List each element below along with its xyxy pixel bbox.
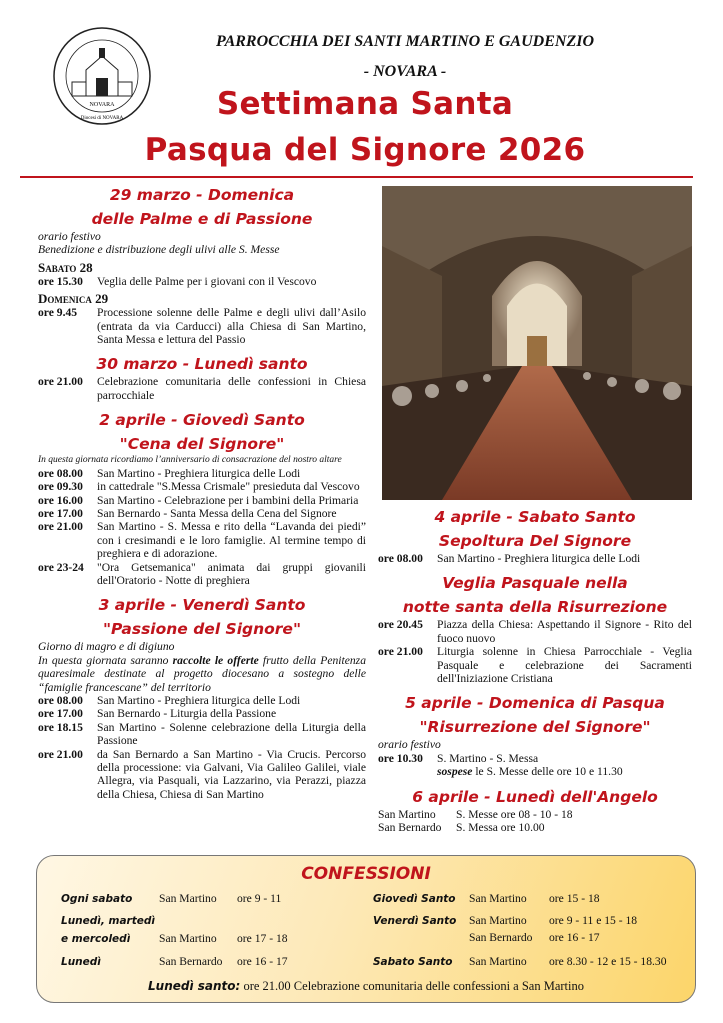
svg-text:NOVARA: NOVARA — [89, 102, 115, 108]
section-heading: "Cena del Signore" — [119, 435, 285, 454]
entry-text: Veglia delle Palme per i giovani con il Vescovo — [97, 274, 317, 288]
entry-time: ore 17.00 — [38, 506, 83, 520]
schedule-entry — [38, 275, 366, 288]
footer-label: Lunedì santo: — [148, 979, 241, 993]
entry-time: ore 23-24 — [38, 560, 84, 574]
section-note: orario festivo — [38, 230, 101, 243]
confession-day: Ogni sabato — [61, 893, 133, 905]
entry-text: Processione solenne delle Palme e degli ulivi dall’Asilo (entrata da via Carducci) alla Chiesa di San Martino, Santa Messa e lettura del Passio — [97, 306, 366, 347]
schedule-section — [38, 587, 366, 801]
entry-time: ore 16.00 — [38, 493, 83, 507]
section-gap — [38, 402, 366, 407]
section-heading: notte santa della Risurrezione — [402, 598, 668, 617]
schedule-entry — [38, 494, 366, 507]
section-heading: 29 marzo - Domenica — [109, 186, 295, 204]
entry-time: ore 10.30 — [378, 751, 423, 765]
schedule-entry — [38, 520, 366, 560]
schedule-entry — [38, 721, 366, 748]
place-text: S. Messe ore 08 - 10 - 18 — [456, 807, 573, 821]
entry-text: San Martino - S. Messa e rito della “Lavanda dei piedi” con i cresimandi e le loro famiglie. Al termine tempo di preghiera e di adorazione. — [97, 520, 366, 561]
confession-place: San Martino — [469, 955, 527, 968]
confession-day: Lunedì, martedì — [61, 915, 155, 927]
section-gap — [38, 587, 366, 592]
section-gap — [38, 346, 366, 351]
entry-text: "Ora Getsemanica" animata dai gruppi giovanili dell'Oratorio - Notte di preghiera — [97, 560, 366, 587]
confession-hours: ore 16 - 17 — [237, 955, 288, 968]
entry-time: ore 21.00 — [38, 747, 83, 761]
schedule-section — [38, 185, 366, 346]
confession-day: e mercoledì — [61, 933, 131, 945]
schedule-entry — [38, 306, 366, 346]
note-bold: raccolte le offerte — [172, 653, 259, 667]
confessions-box — [36, 855, 696, 1003]
church-interior-photo — [382, 186, 692, 500]
day-label: Domenica 29 — [38, 291, 109, 307]
section-heading: 6 aprile - Lunedì dell'Angelo — [412, 787, 658, 806]
section-heading: delle Palme e di Passione — [91, 210, 313, 228]
left-column — [38, 182, 366, 801]
entry-time: ore 20.45 — [378, 618, 423, 632]
title-line-1: Settimana Santa — [216, 86, 514, 122]
confession-day: Venerdì Santo — [373, 915, 457, 927]
schedule-entry — [38, 707, 366, 720]
suspended-text: le S. Messe delle ore 10 e 11.30 — [472, 765, 623, 779]
schedule-entry — [38, 561, 366, 588]
section-heading: Veglia Pasquale nella — [442, 574, 628, 593]
schedule-section — [38, 402, 366, 587]
entry-text: S. Martino - S. Messa — [437, 751, 539, 765]
entry-text: Liturgia solenne in Chiesa Parrocchiale - Veglia Pasquale e celebrazione dei Sacramenti dell'Iniziazione Cristiana — [437, 645, 692, 686]
schedule-entry — [38, 694, 366, 707]
schedule-entry — [38, 375, 366, 402]
confession-hours: ore 17 - 18 — [237, 932, 288, 945]
entry-text: San Bernardo - Santa Messa della Cena del Signore — [97, 506, 337, 520]
parish-name: PARROCCHIA DEI SANTI MARTINO E GAUDENZIO — [215, 33, 594, 50]
confession-hours: ore 15 - 18 — [549, 892, 600, 905]
schedule-entry — [38, 748, 366, 802]
confession-place: San Martino — [469, 914, 527, 927]
confession-place: San Martino — [469, 892, 527, 905]
entry-text: Celebrazione comunitaria delle confessioni in Chiesa parrocchiale — [97, 375, 366, 402]
confession-day: Giovedì Santo — [373, 893, 456, 905]
section-heading: 30 marzo - Lunedì santo — [96, 355, 308, 374]
entry-text: San Martino - Preghiera liturgica delle Lodi — [97, 466, 301, 480]
entry-text: in cattedrale "S.Messa Crismale" presieduta dal Vescovo — [97, 480, 360, 494]
section-heading: 3 aprile - Venerdì Santo — [98, 596, 306, 615]
title-line-2: Pasqua del Signore 2026 — [144, 132, 586, 168]
entry-text: da San Bernardo a San Martino - Via Crucis. Percorso della processione: via Galvani, Via Galileo Galilei, viale Allegra, via Pasquali, via Lazzarino, via Perazzi, piazza della Chiesa, Chiesa di San Martino — [97, 747, 366, 801]
entry-text: San Martino - Preghiera liturgica delle Lodi — [437, 552, 641, 565]
section-heading: 2 aprile - Giovedì Santo — [99, 411, 305, 430]
entry-time: ore 08.00 — [38, 466, 83, 480]
entry-time: ore 9.45 — [38, 306, 78, 320]
entry-time: ore 15.30 — [38, 274, 83, 288]
suspended-bold: sospese — [437, 765, 473, 779]
right-column — [378, 504, 692, 834]
entry-time: ore 21.00 — [38, 520, 83, 534]
confession-day: Sabato Santo — [373, 956, 453, 968]
place-entry — [378, 808, 692, 821]
confession-hours: ore 16 - 17 — [549, 931, 600, 944]
schedule-entry — [378, 645, 692, 685]
confession-hours: ore 9 - 11 — [237, 892, 282, 905]
schedule-section — [378, 507, 692, 565]
confession-place: San Bernardo — [159, 955, 223, 968]
section-note: Benedizione e distribuzione degli ulivi alle S. Messe — [38, 243, 280, 257]
schedule-entry — [38, 467, 366, 480]
section-heading: "Passione del Signore" — [102, 620, 302, 639]
schedule-section — [378, 779, 692, 835]
confession-hours: ore 9 - 11 e 15 - 18 — [549, 914, 638, 927]
section-gap — [378, 685, 692, 690]
day-label: Sabato 28 — [38, 259, 93, 275]
confession-place: San Martino — [159, 932, 217, 945]
section-note — [38, 654, 366, 694]
section-heading: 5 aprile - Domenica di Pasqua — [405, 694, 665, 713]
confession-day: Lunedì — [61, 956, 101, 968]
confession-place: San Bernardo — [469, 931, 533, 944]
entry-time: ore 09.30 — [38, 480, 83, 494]
schedule-section — [38, 346, 366, 402]
entry-time: ore 08.00 — [378, 552, 423, 565]
section-gap — [378, 779, 692, 784]
city-name: - NOVARA - — [363, 63, 447, 80]
entry-time: ore 21.00 — [38, 375, 83, 389]
svg-text:Diocesi di NOVARA: Diocesi di NOVARA — [80, 116, 124, 121]
schedule-section — [378, 685, 692, 778]
schedule-entry — [38, 480, 366, 493]
section-heading: "Risurrezione del Signore" — [419, 718, 651, 737]
schedule-entry — [378, 552, 692, 565]
suspended-note — [378, 765, 692, 778]
entry-time: ore 17.00 — [38, 707, 83, 721]
place-entry — [378, 821, 692, 834]
confession-hours: ore 8.30 - 12 e 15 - 18.30 — [549, 955, 667, 968]
entry-text: San Martino - Celebrazione per i bambini della Primaria — [97, 493, 359, 507]
entry-time: ore 21.00 — [378, 645, 423, 659]
schedule-section — [378, 565, 692, 685]
entry-time: ore 18.15 — [38, 720, 83, 734]
schedule-entry — [38, 507, 366, 520]
place-name: San Martino — [378, 807, 436, 821]
confessions-footer — [37, 979, 695, 994]
entry-text: San Martino - Preghiera liturgica delle Lodi — [97, 694, 301, 708]
schedule-entry — [378, 618, 692, 645]
section-heading: 4 aprile - Sabato Santo — [434, 508, 636, 526]
section-heading: Sepoltura Del Signore — [438, 532, 632, 550]
title-divider — [20, 176, 693, 178]
confessions-title: CONFESSIONI — [301, 864, 431, 884]
schedule-entry — [378, 752, 692, 765]
note-text: frutto della Penitenza quaresimale destinate al progetto diocesano a sostegno delle “famiglie francescane” del territorio — [38, 653, 366, 694]
footer-text: ore 21.00 Celebrazione comunitaria delle confessioni a San Martino — [240, 979, 584, 993]
entry-text: San Bernardo - Liturgia della Passione — [97, 707, 277, 721]
entry-time: ore 08.00 — [38, 694, 83, 708]
place-name: San Bernardo — [378, 821, 442, 835]
section-note: Giorno di magro e di digiuno — [38, 640, 175, 654]
note-text: In questa giornata saranno — [38, 653, 173, 667]
section-note: In questa giornata ricordiamo l’anniversario di consacrazione del nostro altare — [38, 455, 342, 466]
entry-text: San Martino - Solenne celebrazione della Liturgia della Passione — [97, 720, 366, 748]
place-text: S. Messa ore 10.00 — [456, 821, 545, 835]
section-note: orario festivo — [378, 738, 441, 752]
confession-place: San Martino — [159, 892, 217, 905]
section-gap — [378, 565, 692, 570]
entry-text: Piazza della Chiesa: Aspettando il Signore - Rito del fuoco nuovo — [437, 618, 692, 645]
